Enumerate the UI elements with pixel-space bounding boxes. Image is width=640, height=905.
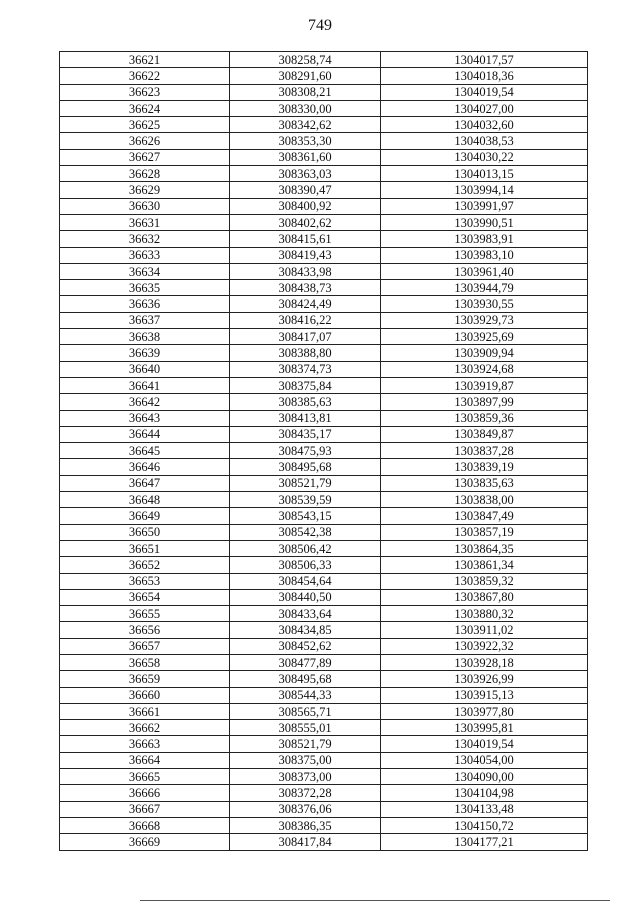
x-coordinate-cell: 308376,06 bbox=[230, 801, 381, 817]
table-row bbox=[60, 394, 588, 410]
point-number-cell: 36646 bbox=[60, 459, 230, 475]
table-row bbox=[60, 524, 588, 540]
point-number-cell: 36655 bbox=[60, 606, 230, 622]
x-coordinate-cell: 308388,80 bbox=[230, 345, 381, 361]
y-coordinate-cell: 1303990,51 bbox=[381, 214, 588, 230]
point-number-cell: 36665 bbox=[60, 769, 230, 785]
table-row bbox=[60, 410, 588, 426]
y-coordinate-cell: 1304027,00 bbox=[381, 100, 588, 116]
y-coordinate-cell: 1303857,19 bbox=[381, 524, 588, 540]
x-coordinate-cell: 308402,62 bbox=[230, 214, 381, 230]
point-number-cell: 36637 bbox=[60, 312, 230, 328]
y-coordinate-cell: 1304104,98 bbox=[381, 785, 588, 801]
y-coordinate-cell: 1304090,00 bbox=[381, 769, 588, 785]
table-row bbox=[60, 687, 588, 703]
table-row bbox=[60, 100, 588, 116]
table-row bbox=[60, 280, 588, 296]
x-coordinate-cell: 308544,33 bbox=[230, 687, 381, 703]
y-coordinate-cell: 1303924,68 bbox=[381, 361, 588, 377]
table-row bbox=[60, 247, 588, 263]
page-number: 749 bbox=[308, 17, 332, 34]
y-coordinate-cell: 1304018,36 bbox=[381, 68, 588, 84]
table-row bbox=[60, 720, 588, 736]
point-number-cell: 36632 bbox=[60, 231, 230, 247]
x-coordinate-cell: 308452,62 bbox=[230, 638, 381, 654]
x-coordinate-cell: 308417,84 bbox=[230, 834, 381, 850]
x-coordinate-cell: 308454,64 bbox=[230, 573, 381, 589]
x-coordinate-cell: 308543,15 bbox=[230, 508, 381, 524]
y-coordinate-cell: 1304150,72 bbox=[381, 817, 588, 833]
x-coordinate-cell: 308424,49 bbox=[230, 296, 381, 312]
y-coordinate-cell: 1303926,99 bbox=[381, 671, 588, 687]
table-row bbox=[60, 361, 588, 377]
x-coordinate-cell: 308373,00 bbox=[230, 769, 381, 785]
x-coordinate-cell: 308417,07 bbox=[230, 329, 381, 345]
table-row bbox=[60, 263, 588, 279]
x-coordinate-cell: 308361,60 bbox=[230, 149, 381, 165]
point-number-cell: 36630 bbox=[60, 198, 230, 214]
point-number-cell: 36631 bbox=[60, 214, 230, 230]
table-row bbox=[60, 769, 588, 785]
y-coordinate-cell: 1303915,13 bbox=[381, 687, 588, 703]
x-coordinate-cell: 308386,35 bbox=[230, 817, 381, 833]
y-coordinate-cell: 1303909,94 bbox=[381, 345, 588, 361]
y-coordinate-cell: 1303859,36 bbox=[381, 410, 588, 426]
point-number-cell: 36654 bbox=[60, 589, 230, 605]
table-row bbox=[60, 752, 588, 768]
y-coordinate-cell: 1303835,63 bbox=[381, 475, 588, 491]
x-coordinate-cell: 308477,89 bbox=[230, 654, 381, 670]
table-row bbox=[60, 508, 588, 524]
x-coordinate-cell: 308565,71 bbox=[230, 703, 381, 719]
point-number-cell: 36633 bbox=[60, 247, 230, 263]
y-coordinate-cell: 1303983,91 bbox=[381, 231, 588, 247]
point-number-cell: 36647 bbox=[60, 475, 230, 491]
y-coordinate-cell: 1303859,32 bbox=[381, 573, 588, 589]
x-coordinate-cell: 308539,59 bbox=[230, 492, 381, 508]
point-number-cell: 36669 bbox=[60, 834, 230, 850]
point-number-cell: 36642 bbox=[60, 394, 230, 410]
x-coordinate-cell: 308400,92 bbox=[230, 198, 381, 214]
x-coordinate-cell: 308385,63 bbox=[230, 394, 381, 410]
x-coordinate-cell: 308413,81 bbox=[230, 410, 381, 426]
table-row bbox=[60, 149, 588, 165]
x-coordinate-cell: 308375,84 bbox=[230, 377, 381, 393]
table-row bbox=[60, 133, 588, 149]
x-coordinate-cell: 308555,01 bbox=[230, 720, 381, 736]
x-coordinate-cell: 308495,68 bbox=[230, 459, 381, 475]
y-coordinate-cell: 1304038,53 bbox=[381, 133, 588, 149]
y-coordinate-cell: 1304054,00 bbox=[381, 752, 588, 768]
y-coordinate-cell: 1303919,87 bbox=[381, 377, 588, 393]
table-row bbox=[60, 638, 588, 654]
x-coordinate-cell: 308363,03 bbox=[230, 166, 381, 182]
point-number-cell: 36638 bbox=[60, 329, 230, 345]
x-coordinate-cell: 308475,93 bbox=[230, 443, 381, 459]
x-coordinate-cell: 308506,42 bbox=[230, 540, 381, 556]
table-row bbox=[60, 426, 588, 442]
x-coordinate-cell: 308419,43 bbox=[230, 247, 381, 263]
y-coordinate-cell: 1303897,99 bbox=[381, 394, 588, 410]
point-number-cell: 36661 bbox=[60, 703, 230, 719]
point-number-cell: 36658 bbox=[60, 654, 230, 670]
point-number-cell: 36664 bbox=[60, 752, 230, 768]
x-coordinate-cell: 308374,73 bbox=[230, 361, 381, 377]
point-number-cell: 36656 bbox=[60, 622, 230, 638]
point-number-cell: 36624 bbox=[60, 100, 230, 116]
y-coordinate-cell: 1303925,69 bbox=[381, 329, 588, 345]
x-coordinate-cell: 308258,74 bbox=[230, 52, 381, 68]
point-number-cell: 36629 bbox=[60, 182, 230, 198]
x-coordinate-cell: 308495,68 bbox=[230, 671, 381, 687]
point-number-cell: 36626 bbox=[60, 133, 230, 149]
point-number-cell: 36653 bbox=[60, 573, 230, 589]
y-coordinate-cell: 1303961,40 bbox=[381, 263, 588, 279]
y-coordinate-cell: 1303994,14 bbox=[381, 182, 588, 198]
y-coordinate-cell: 1304013,15 bbox=[381, 166, 588, 182]
table-row bbox=[60, 606, 588, 622]
table-row bbox=[60, 312, 588, 328]
point-number-cell: 36652 bbox=[60, 557, 230, 573]
point-number-cell: 36643 bbox=[60, 410, 230, 426]
table-row bbox=[60, 817, 588, 833]
table-row bbox=[60, 785, 588, 801]
point-number-cell: 36625 bbox=[60, 117, 230, 133]
table-row bbox=[60, 198, 588, 214]
table-row bbox=[60, 443, 588, 459]
table-row bbox=[60, 377, 588, 393]
y-coordinate-cell: 1303847,49 bbox=[381, 508, 588, 524]
point-number-cell: 36644 bbox=[60, 426, 230, 442]
point-number-cell: 36636 bbox=[60, 296, 230, 312]
table-row bbox=[60, 117, 588, 133]
point-number-cell: 36667 bbox=[60, 801, 230, 817]
table-row bbox=[60, 475, 588, 491]
table-row bbox=[60, 459, 588, 475]
x-coordinate-cell: 308372,28 bbox=[230, 785, 381, 801]
table-row bbox=[60, 834, 588, 850]
x-coordinate-cell: 308416,22 bbox=[230, 312, 381, 328]
point-number-cell: 36622 bbox=[60, 68, 230, 84]
y-coordinate-cell: 1303837,28 bbox=[381, 443, 588, 459]
y-coordinate-cell: 1303867,80 bbox=[381, 589, 588, 605]
table-row bbox=[60, 182, 588, 198]
point-number-cell: 36648 bbox=[60, 492, 230, 508]
y-coordinate-cell: 1303864,35 bbox=[381, 540, 588, 556]
table-row bbox=[60, 589, 588, 605]
x-coordinate-cell: 308342,62 bbox=[230, 117, 381, 133]
x-coordinate-cell: 308438,73 bbox=[230, 280, 381, 296]
table-row bbox=[60, 736, 588, 752]
table-row bbox=[60, 296, 588, 312]
x-coordinate-cell: 308390,47 bbox=[230, 182, 381, 198]
y-coordinate-cell: 1303929,73 bbox=[381, 312, 588, 328]
bottom-rule bbox=[140, 900, 610, 901]
x-coordinate-cell: 308375,00 bbox=[230, 752, 381, 768]
y-coordinate-cell: 1303995,81 bbox=[381, 720, 588, 736]
y-coordinate-cell: 1303928,18 bbox=[381, 654, 588, 670]
y-coordinate-cell: 1304017,57 bbox=[381, 52, 588, 68]
point-number-cell: 36657 bbox=[60, 638, 230, 654]
point-number-cell: 36645 bbox=[60, 443, 230, 459]
table-row bbox=[60, 801, 588, 817]
point-number-cell: 36662 bbox=[60, 720, 230, 736]
x-coordinate-cell: 308440,50 bbox=[230, 589, 381, 605]
x-coordinate-cell: 308291,60 bbox=[230, 68, 381, 84]
table-row bbox=[60, 671, 588, 687]
table-row bbox=[60, 573, 588, 589]
x-coordinate-cell: 308433,98 bbox=[230, 263, 381, 279]
coordinates-table bbox=[59, 51, 588, 851]
point-number-cell: 36649 bbox=[60, 508, 230, 524]
point-number-cell: 36668 bbox=[60, 817, 230, 833]
point-number-cell: 36623 bbox=[60, 84, 230, 100]
table-row bbox=[60, 622, 588, 638]
y-coordinate-cell: 1303849,87 bbox=[381, 426, 588, 442]
table-row bbox=[60, 231, 588, 247]
x-coordinate-cell: 308435,17 bbox=[230, 426, 381, 442]
point-number-cell: 36634 bbox=[60, 263, 230, 279]
y-coordinate-cell: 1303944,79 bbox=[381, 280, 588, 296]
y-coordinate-cell: 1304133,48 bbox=[381, 801, 588, 817]
point-number-cell: 36640 bbox=[60, 361, 230, 377]
point-number-cell: 36660 bbox=[60, 687, 230, 703]
point-number-cell: 36639 bbox=[60, 345, 230, 361]
x-coordinate-cell: 308521,79 bbox=[230, 736, 381, 752]
table-row bbox=[60, 557, 588, 573]
point-number-cell: 36666 bbox=[60, 785, 230, 801]
table-row bbox=[60, 345, 588, 361]
point-number-cell: 36628 bbox=[60, 166, 230, 182]
point-number-cell: 36635 bbox=[60, 280, 230, 296]
point-number-cell: 36627 bbox=[60, 149, 230, 165]
y-coordinate-cell: 1303880,32 bbox=[381, 606, 588, 622]
y-coordinate-cell: 1304177,21 bbox=[381, 834, 588, 850]
y-coordinate-cell: 1303838,00 bbox=[381, 492, 588, 508]
table-row bbox=[60, 329, 588, 345]
y-coordinate-cell: 1304030,22 bbox=[381, 149, 588, 165]
table-row bbox=[60, 654, 588, 670]
y-coordinate-cell: 1303861,34 bbox=[381, 557, 588, 573]
x-coordinate-cell: 308415,61 bbox=[230, 231, 381, 247]
x-coordinate-cell: 308330,00 bbox=[230, 100, 381, 116]
x-coordinate-cell: 308353,30 bbox=[230, 133, 381, 149]
point-number-cell: 36621 bbox=[60, 52, 230, 68]
coordinates-table-body bbox=[60, 52, 588, 851]
table-row bbox=[60, 166, 588, 182]
table-row bbox=[60, 492, 588, 508]
y-coordinate-cell: 1303983,10 bbox=[381, 247, 588, 263]
point-number-cell: 36663 bbox=[60, 736, 230, 752]
x-coordinate-cell: 308521,79 bbox=[230, 475, 381, 491]
x-coordinate-cell: 308542,38 bbox=[230, 524, 381, 540]
x-coordinate-cell: 308434,85 bbox=[230, 622, 381, 638]
table-row bbox=[60, 84, 588, 100]
point-number-cell: 36641 bbox=[60, 377, 230, 393]
y-coordinate-cell: 1303839,19 bbox=[381, 459, 588, 475]
point-number-cell: 36650 bbox=[60, 524, 230, 540]
y-coordinate-cell: 1303977,80 bbox=[381, 703, 588, 719]
y-coordinate-cell: 1303930,55 bbox=[381, 296, 588, 312]
table-row bbox=[60, 52, 588, 68]
x-coordinate-cell: 308308,21 bbox=[230, 84, 381, 100]
point-number-cell: 36659 bbox=[60, 671, 230, 687]
y-coordinate-cell: 1304032,60 bbox=[381, 117, 588, 133]
x-coordinate-cell: 308433,64 bbox=[230, 606, 381, 622]
y-coordinate-cell: 1304019,54 bbox=[381, 736, 588, 752]
table-row bbox=[60, 214, 588, 230]
table-row bbox=[60, 68, 588, 84]
table-row bbox=[60, 540, 588, 556]
y-coordinate-cell: 1303922,32 bbox=[381, 638, 588, 654]
point-number-cell: 36651 bbox=[60, 540, 230, 556]
x-coordinate-cell: 308506,33 bbox=[230, 557, 381, 573]
y-coordinate-cell: 1304019,54 bbox=[381, 84, 588, 100]
y-coordinate-cell: 1303991,97 bbox=[381, 198, 588, 214]
y-coordinate-cell: 1303911,02 bbox=[381, 622, 588, 638]
table-row bbox=[60, 703, 588, 719]
